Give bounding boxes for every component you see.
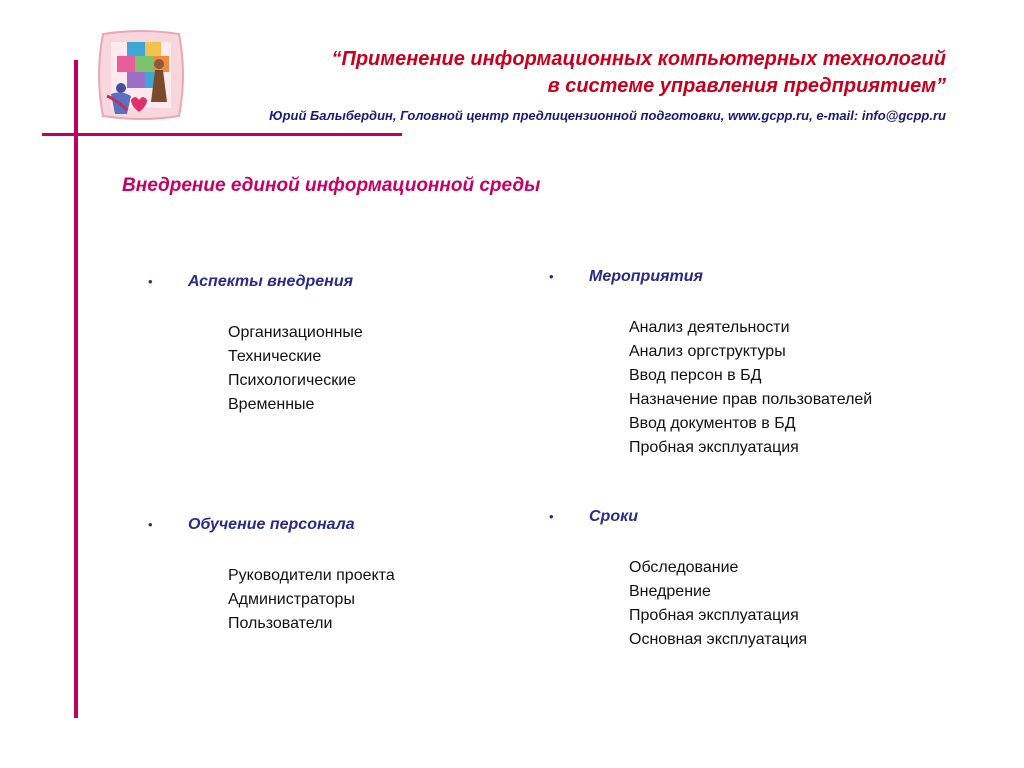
list-item: Администраторы — [228, 591, 355, 608]
title-line-2: в системе управления предприятием” — [547, 75, 946, 97]
vertical-accent-line — [74, 60, 78, 718]
measures-heading: Мероприятия — [589, 268, 703, 285]
horizontal-accent-line — [42, 133, 402, 136]
list-item: Основная эксплуатация — [629, 631, 808, 648]
bullet-marker: • — [549, 269, 554, 284]
list-item: Анализ деятельности — [629, 319, 790, 336]
puzzle-people-logo-icon — [97, 30, 185, 120]
list-item: Ввод документов в БД — [629, 415, 796, 432]
measures-block — [549, 268, 872, 460]
list-item: Технические — [228, 348, 322, 365]
measures-list — [629, 316, 872, 460]
list-item: Обследование — [629, 559, 739, 576]
presentation-title — [186, 46, 946, 100]
list-item: Внедрение — [629, 583, 711, 600]
slide-heading: Внедрение единой информационной среды — [122, 175, 541, 196]
aspects-heading: Аспекты внедрения — [188, 273, 354, 290]
training-block — [148, 516, 395, 636]
list-item: Организационные — [228, 324, 363, 341]
list-item: Пробная эксплуатация — [629, 607, 799, 624]
list-item: Назначение прав пользователей — [629, 391, 873, 408]
terms-list — [629, 556, 807, 652]
training-heading: Обучение персонала — [188, 516, 355, 533]
title-line-1: “Применение информационных компьютерных технологий — [331, 48, 946, 70]
author-subtitle: Юрий Балыбердин, Головной центр предлицензионной подготовки, www.gcpp.ru, e-mail: info@gcpp.ru — [269, 108, 946, 123]
bullet-marker: • — [148, 274, 153, 289]
bullet-marker: • — [549, 509, 554, 524]
list-item: Психологические — [228, 372, 357, 389]
list-item: Пробная эксплуатация — [629, 439, 799, 456]
bullet-marker: • — [148, 517, 153, 532]
list-item: Анализ оргструктуры — [629, 343, 786, 360]
list-item: Руководители проекта — [228, 567, 395, 584]
terms-block — [549, 508, 807, 652]
list-item: Временные — [228, 396, 315, 413]
terms-heading: Сроки — [589, 508, 638, 525]
list-item: Ввод персон в БД — [629, 367, 762, 384]
aspects-block — [148, 273, 363, 417]
aspects-list — [228, 321, 363, 417]
list-item: Пользователи — [228, 615, 333, 632]
training-list — [228, 564, 395, 636]
